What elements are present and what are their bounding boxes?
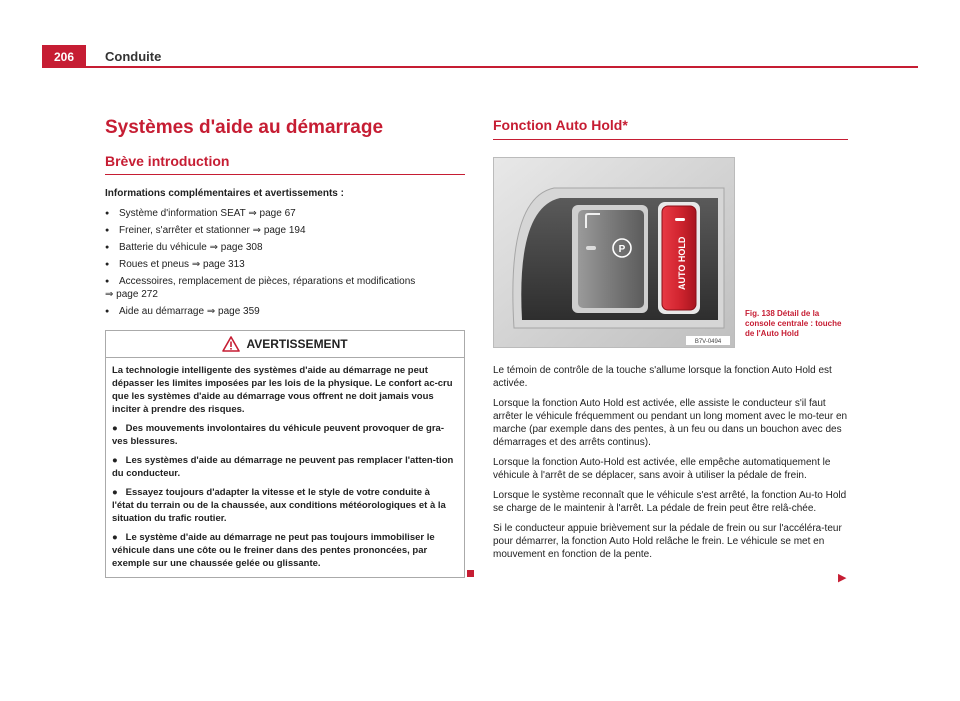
section-end-marker [467,570,474,577]
ref-text: Accessoires, remplacement de pièces, réparations et modifications [119,276,416,287]
console-illustration [494,158,734,347]
warning-bullet: ● Le système d'aide au démarrage ne peut pas toujours immobiliser le véhicule dans une côte ou le freiner dans des pentes prononcées, par exemple sur une chaussée gelée ou glissante. [112,532,435,569]
paragraph: Lorsque le système reconnaît que le véhicule s'est arrêté, la fonction Au-to Hold se charge de le maintenir à l'arrêt. La pédale de frein peut être relâ-chée. [493,490,847,514]
ref-text: Roues et pneus [119,259,190,270]
list-item [105,258,465,271]
paragraph: Le témoin de contrôle de la touche s'allume lorsque la fonction Auto Hold est activée. [493,365,832,389]
info-heading: Informations complémentaires et avertissements : [105,188,344,199]
parking-brake-symbol: P [618,244,626,255]
warning-bullet: ● Les systèmes d'aide au démarrage ne peuvent pas remplacer l'atten-tion du conducteur. [112,455,454,479]
figure-container [493,157,848,348]
continue-arrow-icon: ▶ [838,572,847,584]
reference-list [105,207,465,318]
figure-ref-code: B7V-0494 [694,339,722,345]
auto-hold-figure [493,157,735,348]
chapter-title: Conduite [105,49,162,64]
page-link[interactable]: page 313 [203,259,245,270]
page-link[interactable]: page 194 [263,225,306,236]
warning-bullet: ● Essayez toujours d'adapter la vitesse et le style de votre conduite à l'état du terrain ou de la chaussée, aux conditions météorologiques et à la situation du trafic routier. [112,487,446,524]
list-item [105,305,465,318]
warning-bullet: ● Des mouvements involontaires du véhicule peuvent provoquer de gra-ves blessures. [112,423,444,447]
ref-text: Freiner, s'arrêter et stationner [119,225,250,236]
list-item [105,241,465,254]
ref-arrow: ⇒ [248,208,257,219]
warning-intro: La technologie intelligente des systèmes d'aide au démarrage ne peut dépasser les limites imposées par les lois de la physique. Le confort ac-cru que les systèmes d'aide au démarrage vous offrent ne doit jamais vous inciter à prendre des risques. [112,365,453,415]
ref-text: Aide au démarrage [119,306,205,317]
ref-text: Batterie du véhicule [119,242,207,253]
page-link[interactable]: page 67 [259,208,296,219]
warning-box [105,330,465,578]
page-link[interactable]: page 308 [220,242,263,253]
ref-arrow: ⇒ [209,242,219,253]
list-item [105,224,465,237]
section-title-right: Fonction Auto Hold* [493,116,848,140]
ref-arrow: ⇒ [191,259,201,270]
warning-header [106,331,464,358]
header-rule [42,66,918,68]
list-item [105,207,465,220]
list-item [105,275,465,301]
warning-title: AVERTISSEMENT [246,337,348,351]
section-title: Systèmes d'aide au démarrage [105,117,384,138]
auto-hold-button-label: AUTO HOLD [677,236,687,290]
ref-arrow: ⇒ [206,306,216,317]
figure-caption: Fig. 138 Détail de la console centrale : touche de l'Auto Hold [745,309,842,338]
warning-body [106,358,464,577]
paragraph: Si le conducteur appuie brièvement sur la pédale de frein ou sur l'accéléra-teur pour démarrer, la fonction Auto Hold relâche le frein. Le véhicule se met en mouvement en fonction de la pente. [493,523,842,560]
ref-arrow: ⇒ [252,225,262,236]
page-link[interactable]: page 272 [116,289,158,300]
paragraph: Lorsque la fonction Auto-Hold est activée, elle empêche automatiquement le véhicule à l'arrêt de se déplacer, sans avoir à utiliser la pédale de frein. [493,457,831,481]
ref-continuation [105,288,465,301]
ref-arrow: ⇒ [105,289,114,300]
body-text [493,364,848,561]
left-column [105,116,465,578]
page-link[interactable]: page 359 [218,306,260,317]
ref-text: Système d'information SEAT [119,208,246,219]
page-number: 206 [42,45,86,68]
warning-triangle-icon [222,336,240,352]
paragraph: Lorsque la fonction Auto Hold est activée, elle assiste le conducteur s'il faut arrêter le véhicule fréquemment ou pendant un long moment avec le mo-teur en marche (par exemple dans des pentes, à un feu ou dans un bouchon avec des démarrages et des arrêts continus). [493,398,848,448]
right-column [493,116,848,568]
subsection-title: Brève introduction [105,152,465,175]
